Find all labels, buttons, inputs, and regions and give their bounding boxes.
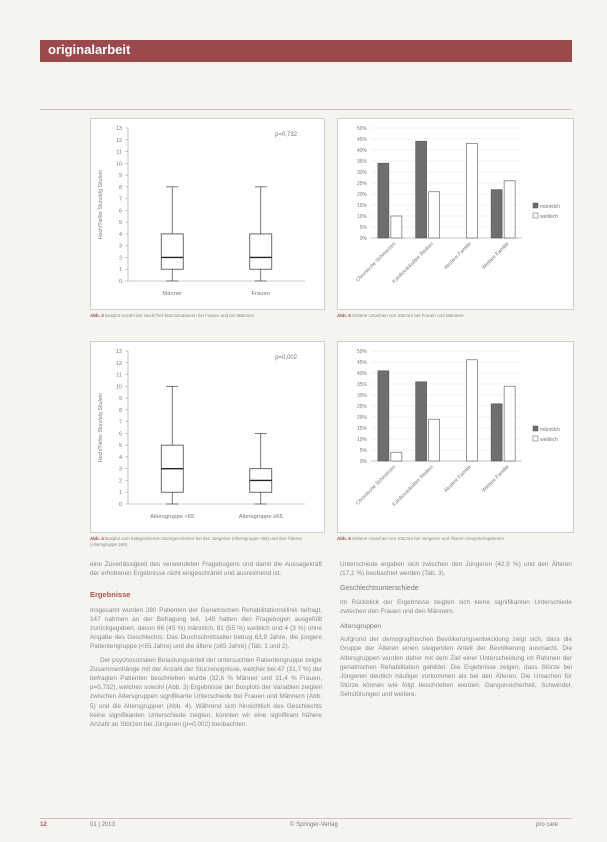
caption-fig5-label: Abb. 5: [337, 313, 351, 318]
y-axis-label: Hoch/Tief/er Sturz/e/g Situ/e/n: [98, 169, 104, 240]
bar-age-panel: [337, 341, 574, 533]
y-tick-label: 45%: [356, 137, 367, 143]
publisher-label: © Springer-Verlag: [290, 822, 338, 828]
y-tick-label: 12: [115, 360, 122, 367]
top-rule: [40, 109, 572, 110]
bar-female: [504, 181, 515, 238]
y-tick-label: 10: [115, 384, 122, 391]
y-tick-label: 0%: [359, 236, 367, 242]
caption-fig4-text: Boxplot zum kategorisierten Sturzgeschehen bei den Jüngeren (Altersgruppe <65) und den Älteren (Altersgruppe ≥65): [90, 536, 303, 547]
y-tick-label: 5: [118, 220, 122, 227]
y-tick-label: 0%: [359, 459, 367, 465]
y-tick-label: 50%: [356, 349, 367, 355]
section-title: originalarbeit: [48, 42, 131, 57]
issue-label: 01 | 2013: [90, 822, 115, 828]
y-tick-label: 20%: [356, 415, 367, 421]
bar-female: [429, 192, 440, 238]
y-tick-label: 6: [118, 431, 122, 438]
results-paragraph-1: Insgesamt wurden 280 Patienten der Geriatrischen Rehabilitationsklinik befragt. 147 nahmen an der Befragung teil, 145 hatten den Fragebogen ausgefüllt zurückgegeben, davon 66 (45 %) männlich, 81 (55 %) weiblich und 4 (3 %) ohne Angabe des Geschlechts. Das Durchschnittsalter betrug 63,9 Jahre, die jüngere Patientengruppe (<65 Jahre) und die ältere (≥65 Jahre) (Tab. 1 und 2).: [90, 606, 322, 651]
left-column: [90, 560, 322, 815]
y-tick-label: 45%: [356, 360, 367, 366]
boxplot-age-chart: [90, 341, 325, 533]
legend-swatch: [533, 213, 538, 218]
x-category-label: Männer: [162, 291, 183, 297]
y-tick-label: 0: [118, 279, 122, 285]
y-tick-label: 35%: [356, 382, 367, 388]
bar-male: [491, 190, 502, 238]
y-tick-label: 7: [118, 419, 122, 426]
bar-female: [391, 452, 402, 461]
p-value-annotation: p=0,002: [275, 355, 297, 361]
gender-differences-heading: Geschlechtsunterschiede: [340, 585, 419, 593]
y-tick-label: 4: [118, 231, 122, 238]
journal-name: pro care: [536, 822, 559, 828]
y-tick-label: 10%: [356, 437, 367, 443]
y-tick-label: 8: [118, 407, 122, 414]
caption-fig3: [90, 313, 320, 319]
y-tick-label: 3: [118, 243, 122, 250]
caption-fig6-label: Abb. 6: [337, 536, 351, 541]
caption-fig6-text: Seltene Ursachen von Stürzen bei Jüngeren und Älteren Gesprächspartnern: [352, 536, 505, 541]
y-tick-label: 13: [115, 126, 122, 132]
y-tick-label: 1: [118, 490, 122, 497]
y-tick-label: 12: [115, 137, 122, 144]
bar-gender-chart: [337, 118, 574, 310]
y-tick-label: 4: [118, 454, 122, 461]
caption-fig4: [90, 536, 325, 548]
y-tick-label: 30%: [356, 170, 367, 176]
y-tick-label: 0: [118, 502, 122, 508]
legend-label: männlich: [540, 204, 561, 210]
bar-age-chart: [337, 341, 574, 533]
page-number: 12: [40, 822, 47, 828]
y-tick-label: 13: [115, 349, 122, 355]
x-category-label: Akutere Familie: [443, 241, 473, 271]
box-iqr: [161, 234, 183, 269]
bar-female: [466, 360, 477, 461]
bar-female: [504, 386, 515, 461]
y-axis-label: Hoch/Tief/er Sturz/e/g Situ/e/n: [98, 392, 104, 463]
legend-label: männlich: [540, 427, 561, 433]
legend-swatch: [533, 436, 538, 441]
y-tick-label: 9: [118, 396, 122, 403]
y-tick-label: 20%: [356, 192, 367, 198]
right-intro-paragraph: Unterschiede ergaben sich zwischen den Jüngeren (42,9 %) und den Älteren (17,1 %) beobachtet werden (Tab. 3).: [340, 561, 572, 578]
bar-male: [378, 163, 389, 238]
x-category-label: Chronische Schmerzen: [354, 464, 398, 507]
y-tick-label: 15%: [356, 203, 367, 209]
legend-label: weiblich: [540, 214, 558, 220]
caption-fig4-label: Abb. 4: [90, 536, 104, 541]
caption-fig6: [337, 536, 572, 542]
y-tick-label: 40%: [356, 371, 367, 377]
caption-fig5-text: Seltene Ursachen von Stürzen bei Frauen und Männern: [352, 313, 464, 318]
y-tick-label: 30%: [356, 393, 367, 399]
boxplot-gender-chart: [90, 118, 325, 310]
right-column: [340, 560, 572, 815]
y-tick-label: 50%: [356, 126, 367, 132]
legend-swatch: [533, 203, 538, 208]
x-category-label: Chronische Schmerzen: [354, 241, 398, 284]
bar-male: [416, 382, 427, 461]
left-intro-paragraph: eine Zuverlässigkeit des verwendeten Fragebogens und damit die Aussagekraft der erhobenen Ergebnisse nicht eingeschränkt und ausreichend ist.: [90, 561, 322, 578]
results-paragraph-2: Der psychosozialen Belastungsanteil der untersuchten Patientengruppe zeigte Zusammenhänge mit der Anzahl der Sturzereignisse, welcher bei 47 (31,7 %) der befragten Patienten beschrieben wurde (32,6 % Männer und 31,4 % Frauen, p=0,732), welches sowohl (Abb. 3) Ergebnisse der Boxplots der Variablen zeigten zwischen Altersgruppen signifikante Unterschiede bei Frauen und Männern (Abb. 5) und die Altersgruppen (Abb. 4). Während sich hinsichtlich des Geschlechts keine signifikanten Unterschiede zeigten, konnten wir eine signifikant höhere Anzahl an Stürzen bei Jüngeren (p=0,002) beobachten.: [90, 656, 322, 729]
caption-fig5: [337, 313, 572, 319]
age-groups-paragraph: Aufgrund der demographischen Bevölkerungsentwicklung zeigt sich, dass die Gruppe der Älteren einen steigenden Anteil der Bevölkerung ausmacht. Die Altersgruppen wurden daher mit dem Ziel einer Unterscheidung im Rahmen der geriatrischen Rehabilitation gebildet. Die Ergebnisse zeigen, dass Stürze bei Jüngeren deutlich häufiger vorkommen als bei den Älteren. Die Ursachen für Stürze können wie folgt beschrieben werden: Gangunsicherheit, Schwindel, Sehstörungen und weitere.: [340, 636, 572, 699]
boxplot-gender-panel: [90, 118, 325, 310]
y-tick-label: 2: [118, 255, 122, 262]
x-category-label: Altersgruppe ≥65: [238, 514, 283, 520]
age-groups-subheading: Altersgruppen: [340, 623, 382, 631]
box-iqr: [250, 234, 272, 269]
p-value-annotation: p=0,732: [275, 132, 297, 138]
y-tick-label: 11: [116, 149, 122, 156]
caption-fig3-label: Abb. 3: [90, 313, 104, 318]
y-tick-label: 5%: [359, 225, 367, 231]
y-tick-label: 10%: [356, 214, 367, 220]
x-category-label: Weitere Familie: [480, 241, 511, 271]
x-category-label: Akutere Familie: [443, 464, 473, 494]
y-tick-label: 5: [118, 443, 122, 450]
bar-male: [378, 371, 389, 461]
y-tick-label: 25%: [356, 181, 367, 187]
x-category-label: Altersgruppe <65: [150, 514, 195, 520]
bar-male: [416, 141, 427, 238]
y-tick-label: 15%: [356, 426, 367, 432]
bar-female: [429, 419, 440, 461]
x-category-label: Frauen: [251, 291, 270, 297]
legend-swatch: [533, 426, 538, 431]
y-tick-label: 5%: [359, 448, 367, 454]
bar-female: [466, 143, 477, 238]
y-tick-label: 35%: [356, 159, 367, 165]
y-tick-label: 2: [118, 478, 122, 485]
y-tick-label: 6: [118, 208, 122, 215]
boxplot-age-panel: [90, 341, 325, 533]
results-heading: Ergebnisse: [90, 590, 131, 600]
footer-rule: [40, 818, 572, 819]
y-tick-label: 25%: [356, 404, 367, 410]
caption-fig3-text: Boxplot Anzahl der Hoch/Tief-Sturzsituationen bei Frauen und bei Männern: [105, 313, 255, 318]
legend-label: weiblich: [540, 437, 558, 443]
bar-gender-panel: [337, 118, 574, 310]
gender-differences-paragraph: Im Rückblick der Ergebnisse zeigten sich keine signifikanten Unterschiede zwischen den Frauen und den Männern.: [340, 598, 572, 615]
y-tick-label: 10: [115, 161, 122, 168]
y-tick-label: 8: [118, 184, 122, 191]
bar-male: [491, 404, 502, 461]
bar-female: [391, 216, 402, 238]
y-tick-label: 7: [118, 196, 122, 203]
y-tick-label: 11: [116, 372, 122, 379]
x-category-label: Kardiovaskuläre Risiken: [391, 241, 436, 285]
y-tick-label: 3: [118, 466, 122, 473]
x-category-label: Weitere Familie: [480, 464, 511, 494]
y-tick-label: 40%: [356, 148, 367, 154]
x-category-label: Kardiovaskuläre Risiken: [391, 464, 436, 508]
y-tick-label: 1: [118, 267, 122, 274]
y-tick-label: 9: [118, 173, 122, 180]
